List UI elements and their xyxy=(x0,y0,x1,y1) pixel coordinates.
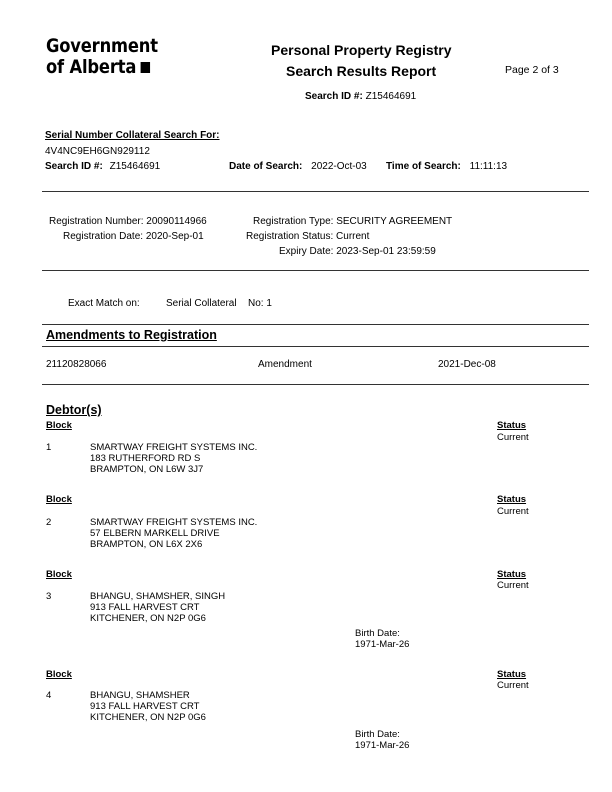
registration-date-label: Registration Date: xyxy=(63,231,144,242)
registration-type-row xyxy=(253,216,452,227)
debtor-birth-date xyxy=(355,729,409,751)
logo-line-1: Government xyxy=(46,35,158,57)
block-label: Block xyxy=(46,569,72,580)
exact-match-type: Serial Collateral xyxy=(166,298,237,309)
search-id-row xyxy=(45,161,160,172)
debtor-address xyxy=(90,517,257,550)
header-search-id xyxy=(305,91,416,102)
debtor-name: SMARTWAY FREIGHT SYSTEMS INC. xyxy=(90,517,258,528)
registration-number-value: 20090114966 xyxy=(146,216,207,227)
debtor-status: Current xyxy=(497,506,529,517)
registration-status-value: Current xyxy=(336,231,370,242)
debtor-street: 913 FALL HARVEST CRT xyxy=(90,701,200,712)
status-label: Status xyxy=(497,669,527,680)
exact-match-label: Exact Match on: xyxy=(68,298,140,309)
registration-date-value: 2020-Sep-01 xyxy=(145,231,204,242)
birth-date-value: 1971-Mar-26 xyxy=(355,639,410,650)
debtor-name: BHANGU, SHAMSHER, SINGH xyxy=(90,591,226,602)
debtor-block-number: 1 xyxy=(46,442,52,453)
search-date-value: 2022-Oct-03 xyxy=(311,161,367,172)
exact-match-number: No: 1 xyxy=(248,298,272,309)
amendment-date: 2021-Dec-08 xyxy=(438,359,496,370)
debtor-city: KITCHENER, ON N2P 0G6 xyxy=(90,613,206,624)
divider xyxy=(42,384,589,385)
registration-status-row xyxy=(246,231,369,242)
page-number: Page 2 of 3 xyxy=(505,64,559,76)
report-title-line-2: Search Results Report xyxy=(286,63,437,79)
report-title-line-1: Personal Property Registry xyxy=(271,42,452,58)
block-label: Block xyxy=(46,494,72,505)
debtor-city: BRAMPTON, ON L6W 3J7 xyxy=(90,464,204,475)
expiry-date-row xyxy=(279,246,436,257)
logo-line-2 xyxy=(46,57,158,78)
search-time-value: 11:11:13 xyxy=(469,161,508,172)
divider xyxy=(42,270,589,271)
registration-type-value: SECURITY AGREEMENT xyxy=(336,216,453,227)
search-time-row xyxy=(386,161,507,172)
debtor-city: KITCHENER, ON N2P 0G6 xyxy=(90,712,206,723)
divider xyxy=(42,346,589,347)
birth-date-label: Birth Date: xyxy=(355,628,400,639)
registration-type-label: Registration Type: xyxy=(253,216,334,227)
registration-number-row xyxy=(49,216,207,227)
status-label: Status xyxy=(497,420,527,431)
government-of-alberta-logo xyxy=(46,36,158,78)
divider xyxy=(42,191,589,192)
amendment-type: Amendment xyxy=(258,359,312,370)
block-label: Block xyxy=(46,669,72,680)
debtor-birth-date xyxy=(355,628,409,650)
debtor-name: BHANGU, SHAMSHER xyxy=(90,690,190,701)
status-label: Status xyxy=(497,569,527,580)
debtor-address xyxy=(90,690,206,723)
search-time-label: Time of Search: xyxy=(386,161,461,172)
search-date-row xyxy=(229,161,367,172)
registration-status-label: Registration Status: xyxy=(246,231,334,242)
debtor-block-number: 3 xyxy=(46,591,52,602)
search-id-value: Z15464691 xyxy=(109,161,161,172)
amendment-number: 21120828066 xyxy=(46,359,107,370)
search-id-label: Search ID #: xyxy=(45,161,103,172)
debtor-address xyxy=(90,591,225,624)
debtor-address xyxy=(90,442,257,475)
debtor-status: Current xyxy=(497,432,529,443)
block-label: Block xyxy=(46,420,72,431)
logo-square-icon xyxy=(141,62,150,73)
amendments-heading: Amendments to Registration xyxy=(46,328,217,342)
debtor-city: BRAMPTON, ON L6X 2X6 xyxy=(90,539,203,550)
debtors-heading: Debtor(s) xyxy=(46,403,102,417)
debtor-street: 57 ELBERN MARKELL DRIVE xyxy=(90,528,220,539)
birth-date-label: Birth Date: xyxy=(355,729,400,740)
expiry-date-value: 2023-Sep-01 23:59:59 xyxy=(336,246,436,257)
divider xyxy=(42,324,589,325)
debtor-street: 183 RUTHERFORD RD S xyxy=(90,453,201,464)
expiry-date-label: Expiry Date: xyxy=(279,246,334,257)
header-search-id-value: Z15464691 xyxy=(365,91,417,102)
birth-date-value: 1971-Mar-26 xyxy=(355,740,410,751)
header-search-id-label: Search ID #: xyxy=(305,91,363,102)
status-label: Status xyxy=(497,494,527,505)
serial-number: 4V4NC9EH6GN929112 xyxy=(45,146,150,157)
debtor-name: SMARTWAY FREIGHT SYSTEMS INC. xyxy=(90,442,258,453)
debtor-block-number: 4 xyxy=(46,690,52,701)
debtor-status: Current xyxy=(497,680,529,691)
debtor-block-number: 2 xyxy=(46,517,52,528)
debtor-street: 913 FALL HARVEST CRT xyxy=(90,602,200,613)
registration-number-label: Registration Number: xyxy=(49,216,144,227)
search-date-label: Date of Search: xyxy=(229,161,303,172)
search-heading: Serial Number Collateral Search For: xyxy=(45,130,220,141)
logo-line-2-text: of Alberta xyxy=(46,56,137,78)
registration-date-row xyxy=(63,231,204,242)
debtor-status: Current xyxy=(497,580,529,591)
